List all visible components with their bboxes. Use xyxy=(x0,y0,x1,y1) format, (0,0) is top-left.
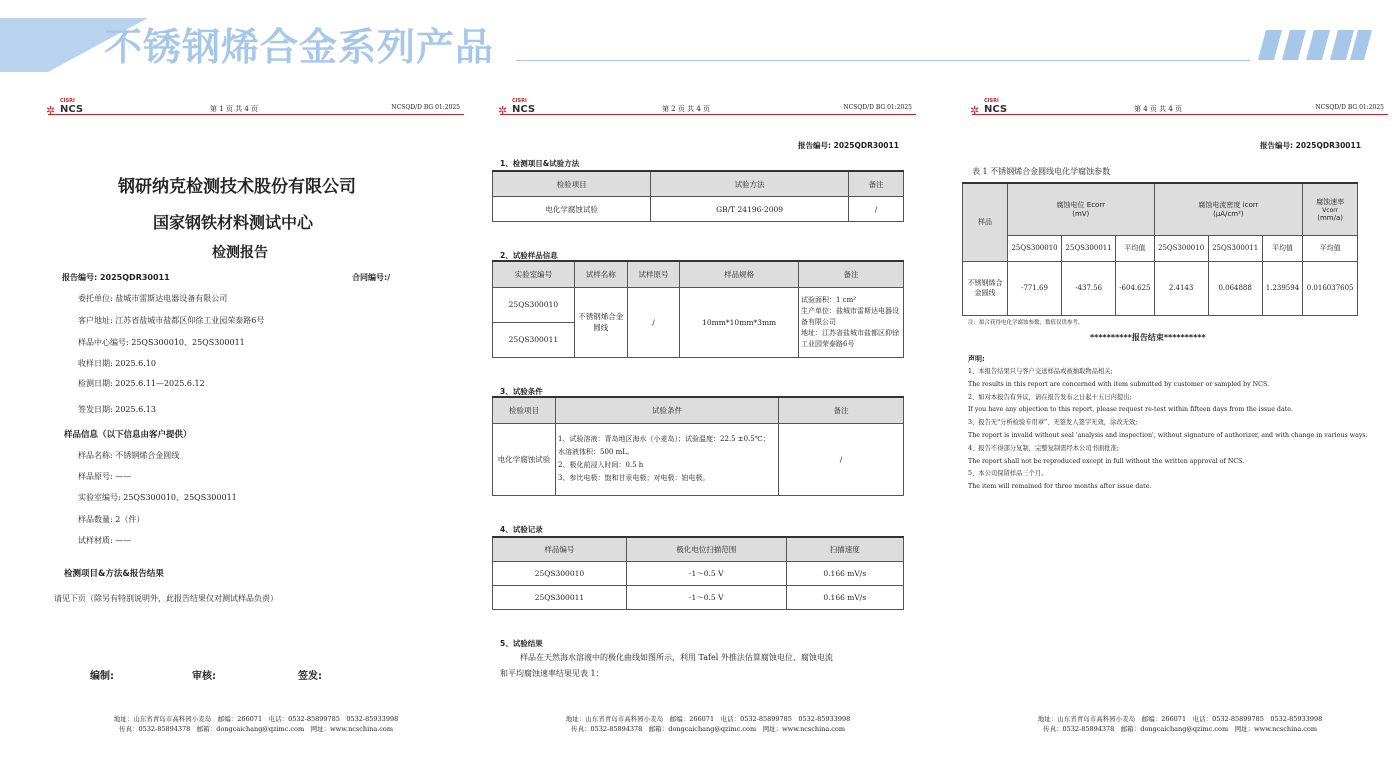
declaration-title: 声明: xyxy=(968,355,985,363)
report-page-1 xyxy=(48,92,468,752)
banner xyxy=(0,0,1392,74)
result-text-2: 和平均腐蚀速率结果见表 1： xyxy=(500,669,604,678)
receive-date: 收样日期: 2025.6.10 xyxy=(78,359,156,368)
contract-number: 合同编号:/ xyxy=(352,273,391,282)
td-note: / xyxy=(848,197,903,222)
lab-no: 实验室编号: 25QS300010、25QS300011 xyxy=(78,493,237,502)
sample-center-no: 样品中心编号: 25QS300010、25QS300011 xyxy=(78,338,245,347)
sample-material: 试样材质: —— xyxy=(78,536,132,545)
ncs-logo: ✲ CISRI NCS xyxy=(970,98,1008,117)
sign-review: 审核: xyxy=(192,671,216,682)
banner-block xyxy=(0,18,48,72)
client: 委托单位: 盐城市雷斯达电器设备有限公司 xyxy=(78,294,228,303)
td-lab-id: 25QS300010 xyxy=(493,287,575,322)
sign-compile: 编制: xyxy=(90,671,114,682)
td-item: 电化学腐蚀试验 xyxy=(493,197,651,222)
page-footer: 地址：山东省青岛市高科园小麦岛 邮编：266071 电话：0532-85899785 0532-85933998 传真：0532-85894378 邮箱：dongcaichang@qzimc.com 网址：www.ncschina.com xyxy=(113,715,399,733)
page-header xyxy=(500,92,916,115)
table-note: 注：拟合获得电化学腐蚀参数，数值仅供参考。 xyxy=(968,320,1084,326)
page-header xyxy=(48,92,464,115)
declaration: 1、本报告结果只与客户交送样品或被抽取物品相关; The results in this report are concerned with item submitted by customer or sampled by NCS. 2、如对本报告有异议，请在报告发布之日起十五日内提出; If you have any objection to this report, please request re-test within fifteen days from the issue date. 3、报告无"分析检验专用章"、无签发人签字无效，涂改无效; The report is invalid without seal 'analysis and inspection', without signature of authorizer, and with change in various ways. 4、报告不得部分复制，完整复制需经本公司书面批准; The report shall not be reproduced except in full without the written approval of NCS. 5、本公司保留样品三个月。 The item will remained for three months after issue date. xyxy=(968,368,1368,491)
banner-line xyxy=(516,60,1250,61)
company-name: 钢研纳克检测技术股份有限公司 xyxy=(118,177,356,197)
ncs-logo: ✲ CISRI NCS xyxy=(498,98,536,117)
method-title: 检测项目&方法&报告结果 xyxy=(64,569,164,579)
page-footer: 地址：山东省青岛市高科园小麦岛 邮编：266071 电话：0532-85899785 0532-85933998 传真：0532-85894378 邮箱：dongcaichang@qzimc.com 网址：www.ncschina.com xyxy=(565,715,851,733)
center-name: 国家钢铁材料测试中心 xyxy=(153,213,314,232)
report-end: **********报告结束********** xyxy=(1090,333,1206,342)
table-title: 表 1 不锈钢烯合金圆线电化学腐蚀参数 xyxy=(972,167,1111,176)
report-page-4 xyxy=(967,92,1392,752)
section-2-title: 2、试验样品信息 xyxy=(500,251,558,260)
section-4-title: 4、试验记录 xyxy=(500,525,543,534)
sample-orig-no: 样品原号: —— xyxy=(78,472,132,481)
section-1-title: 1、检测项目&试验方法 xyxy=(500,159,580,168)
th-note: 备注 xyxy=(848,171,903,197)
page-code: NCSQD/D BG 01:2025 xyxy=(391,104,460,111)
th-item: 检验项目 xyxy=(493,171,651,197)
client-address: 客户地址: 江苏省盐城市盐都区仰徐工业园荣泰路6号 xyxy=(78,316,265,325)
result-text-1: 样品在天然海水溶液中的极化曲线如图所示，利用 Tafel 外推法估算腐蚀电位、腐蚀电流 xyxy=(520,653,833,662)
page-number: 第 1 页 共 4 页 xyxy=(210,105,259,113)
report-number: 报告编号: 2025QDR30011 xyxy=(798,141,899,150)
test-date: 检测日期: 2025.6.11—2025.6.12 xyxy=(78,379,205,388)
method-note: 请见下页（除另有特别说明外，此报告结果仅对测试样品负责） xyxy=(54,594,278,603)
corrosion-table: 样品 腐蚀电位 Ecorr (mV) 腐蚀电流密度 icorr (μA/cm²) 腐蚀速率 Vcorr (mm/a) 25QS300010 25QS300011 平均值 25QS300010 25QS300011 平均值 平均值 不锈钢烯合金圆线 -771.69 -437.56 -604.625 2.4143 0.064888 1.239594 0.016037605 xyxy=(962,182,1358,316)
section-3-title: 3、试验条件 xyxy=(500,387,543,396)
td-lab-id: 25QS300011 xyxy=(493,322,575,357)
banner-title: 不锈钢烯合金系列产品 xyxy=(104,25,495,69)
record-table: 样品编号 极化电位扫描范围 扫描速度 25QS300010 -1～0.5 V 0.166 mV/s 25QS300011 -1～0.5 V 0.166 mV/s xyxy=(492,536,904,610)
ncs-logo: ✲ CISRI NCS xyxy=(46,98,84,117)
page-code: NCSQD/D BG 01:2025 xyxy=(1315,104,1384,111)
page-number: 第 4 页 共 4 页 xyxy=(1134,105,1183,113)
doc-title: 检测报告 xyxy=(212,245,268,261)
banner-stripes xyxy=(1258,30,1368,60)
sign-issue: 签发: xyxy=(298,671,322,682)
sample-table: 实验室编号 试样名称 试样原号 样品规格 备注 25QS300010 不锈钢烯合金圆线 / 10mm*10mm*3mm 试验面积：1 cm² 生产单位：盐城市雷斯达电器设备有限公司 地址：江苏省盐城市盐都区仰徐工业园荣泰路6号 25QS300011 xyxy=(492,260,904,358)
page-header xyxy=(972,92,1388,115)
sample-name: 样品名称: 不锈钢烯合金圆线 xyxy=(78,451,180,460)
page-footer: 地址：山东省青岛市高科园小麦岛 邮编：266071 电话：0532-85899785 0532-85933998 传真：0532-85894378 邮箱：dongcaichang@qzimc.com 网址：www.ncschina.com xyxy=(1037,715,1323,733)
condition-table: 检验项目 试验条件 备注 电化学腐蚀试验 1、试验溶液：青岛地区海水（小麦岛）；试验温度：22.5 ±0.5℃；水溶液体积：500 mL。 2、极化前浸入时间：0.5 h 3、参比电极：饱和甘汞电极；对电极：铂电极。 / xyxy=(492,396,904,496)
report-page-2 xyxy=(497,92,920,752)
method-table xyxy=(492,170,904,222)
page-number: 第 2 页 共 4 页 xyxy=(662,105,711,113)
td-method: GB/T 24196-2009 xyxy=(651,197,849,222)
page-code: NCSQD/D BG 01:2025 xyxy=(843,104,912,111)
issue-date: 签发日期: 2025.6.13 xyxy=(78,405,156,414)
sample-info-title: 样品信息（以下信息由客户提供） xyxy=(64,430,192,440)
report-number: 报告编号: 2025QDR30011 xyxy=(1260,141,1361,150)
section-5-title: 5、试验结果 xyxy=(500,639,543,648)
sample-qty: 样品数量: 2（件） xyxy=(78,515,145,524)
th-method: 试验方法 xyxy=(651,171,849,197)
report-number: 报告编号: 2025QDR30011 xyxy=(62,273,170,282)
